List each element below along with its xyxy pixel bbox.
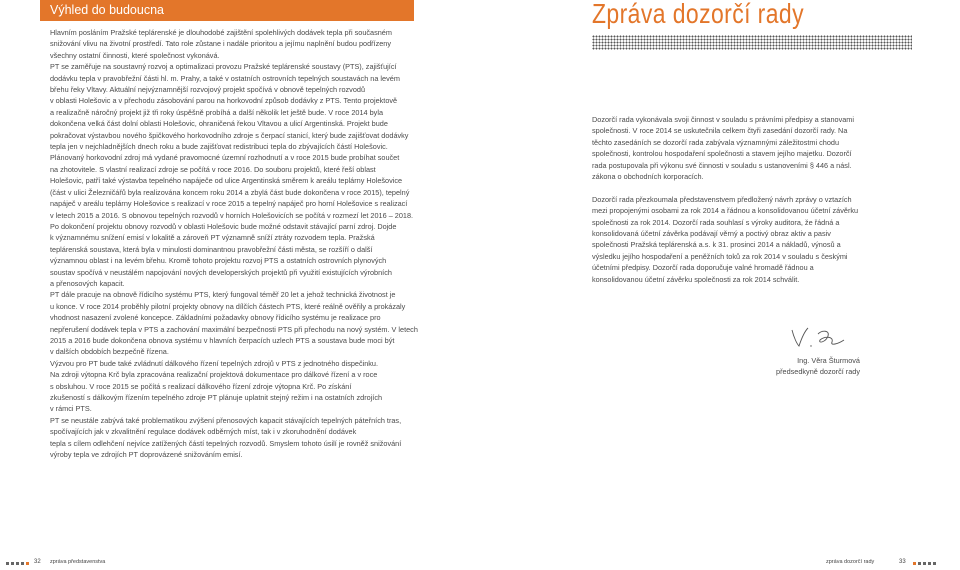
body-line: u konce. V roce 2014 proběhly pilotní projekty obnovy na dílčích částech PTS, které reálně ověřily a prokázaly: [50, 301, 406, 311]
body-line: tepla jen v nejchladnějších dnech roku a bude zajišťovat redistribuci tepla do zbývajících částí Holešovic.: [50, 142, 388, 152]
body-line: 2015 a 2016 bude dokončena obnova systému v hlavních čerpacích uzlech PTS a soustava bude moci být: [50, 335, 395, 345]
section-heading: Výhled do budoucna: [50, 3, 164, 17]
body-line: dokončena velká část dolní oblasti Holešovic, ohraničená řekou Vltavou a ulicí Argentinská. Projekt bude: [50, 119, 388, 129]
footer-square: [21, 562, 24, 565]
body-line: pokračovat výstavbou nového špičkového horkovodního zdroje s čerpací stanicí, který bude zajišťovat dodávky: [50, 130, 409, 140]
footer-square: [933, 562, 936, 565]
page-number-right: 33: [899, 559, 906, 565]
body-line: a přenosových kapacit.: [50, 278, 125, 288]
footer-square: [16, 562, 19, 565]
body-line: Výzvou pro PT bude také zvládnutí dálkového řízení tepelných zdrojů v PTS z jednotného dispečinku.: [50, 358, 379, 368]
body-line: soustav spočívá v neustálém napojování nových developerských projektů při využití existujících výrobních: [50, 267, 392, 277]
dotted-divider: [592, 35, 912, 50]
signer-block: [770, 355, 860, 378]
body-line: Hlavním posláním Pražské teplárenské je dlouhodobé zajištění spolehlivých dodávek tepla při současném: [50, 28, 392, 37]
body-line: Plánovaný horkovodní zdroj má vydané pravomocné územní rozhodnutí a v roce 2015 bude probíhat součet: [50, 153, 400, 163]
body-line: a realizačně náročný projekt již tři roky úspěšně probíhá a další několik let ještě bude. V roce 2014 byla: [50, 107, 384, 117]
body-line: Holešovic, patří také výstavba tepelného napáječe od ulice Argentinská směrem k areálu teplárny Holešovice: [50, 176, 403, 186]
body-line: (část v ulici Železničářů byla realizována koncem roku 2014 a zbylá část bude dokončena v roce 2015), tepelný: [50, 187, 410, 197]
body-line: snižování vlivu na životní prostředí. Tato role zůstane i nadále prioritou a jejímu naplnění budou podřízeny: [50, 39, 391, 49]
body-line: nepřerušení dodávek tepla v PTS a zachování maximální bezpečnosti PTS při přechodu na nový systém. V letech: [50, 324, 418, 334]
body-line: PT se neustále zabývá také problematikou zvýšení přenosových kapacit stávajících tepelných páteřních tras,: [50, 415, 402, 425]
body-line: k významnému snížení emisí v lokalitě a zároveň PT významně sníží ztráty rozvodem tepla. Pražská: [50, 233, 375, 243]
footer-square: [923, 562, 926, 565]
body-line: teplárenská soustava, která byla v minulosti dominantnou pravobřežní části města, se rozšíří o další: [50, 244, 373, 254]
right-body-text: [592, 114, 862, 296]
body-line: všechny ostatní činnosti, které společnost vykonává.: [50, 50, 220, 60]
footer-square: [928, 562, 931, 565]
body-line: břehu řeky Vltavy. Aktuální nejvýznamnější rozvojový projekt spočívá v obnově tepelných rozvodů: [50, 85, 366, 95]
left-body-text: [50, 27, 425, 460]
body-line: dodávku tepla v pravobřežní části hl. m. Prahy, a také v ostatních ostrovních tepelných soustavách na levém: [50, 73, 400, 83]
body-line: s obsluhou. V roce 2015 se počítá s realizací dálkového řízení zdroje výtopna Krč. Po získání: [50, 381, 352, 391]
body-line: v letech 2015 a 2016. S obnovou tepelných rozvodů v horních Holešovicích se počítá v rozmezí let 2016 – 2018.: [50, 210, 414, 220]
footer-square: [918, 562, 921, 565]
page-title: Zpráva dozorčí rady: [592, 0, 804, 29]
footer-square-accent: [913, 562, 916, 565]
footer-square: [6, 562, 9, 565]
footer-right: [740, 558, 960, 570]
footer-label-right: zpráva dozorčí rady: [826, 559, 875, 565]
body-line: PT dále pracuje na obnově řídicího systému PTS, který fungoval téměř 20 let a jehož technická životnost je: [50, 290, 396, 300]
signature-image: [788, 322, 848, 352]
body-line: zkušeností s dálkovým řízením tepelného zdroje PT plánuje uplatnit stejný režim i na ostatních zdrojích: [50, 393, 383, 402]
body-line: vhodnost nasazení zvolené koncepce. Základními požadavky obnovy řídicího systému je realizace pro: [50, 313, 381, 323]
body-line: napáječ v areálu teplárny Holešovice s realizací v roce 2015 a tepelný napáječ pro horní Holešovice s realizací: [50, 199, 408, 209]
body-line: v dalších obdobích bezpečně řízena.: [50, 347, 169, 357]
body-line: Na zdroji výtopna Krč byla zpracována realizační projektová dokumentace pro dálkové řízení a v roce: [50, 370, 378, 380]
body-line: v oblasti Holešovic a v přechodu zásobování parou na horkovodní způsob dodávky z PTS. Tento projektově: [50, 96, 398, 106]
body-line: významnou oblast i na levém břehu. Kromě tohoto projektu rozvoj PTS a ostatních ostrovních plynových: [50, 256, 387, 266]
footer-label-left: zpráva představenstva: [50, 559, 106, 565]
footer-square-accent: [26, 562, 29, 565]
report-paragraph: Dozorčí rada vykonávala svoji činnost v souladu s právními předpisy a stanovami společnosti. V roce 2014 se uskutečnila celkem čtyři zasedání dozorčí rady. Na těchto zasedáních se dozorčí rada zabývala významnými záležitostmi chodu společnosti, kontrolou hospodaření společnosti a stavem jejího majetku. Dozorčí rada postupovala při výkonu své činnosti v souladu s ustanoveními § 446 a násl. zákona o obchodních korporacích.: [592, 115, 855, 182]
body-line: tepla s cílem odlehčení nejvíce zatížených částí tepelných rozvodů. Smyslem tohoto úsilí je rovněž snižování: [50, 438, 402, 448]
body-line: v rámci PTS.: [50, 404, 92, 414]
body-line: na zhotovitele. S vlastní realizací zdroje se počítá v roce 2016. Do souboru projektů, které řeší oblast: [50, 164, 376, 174]
signer-name: Ing. Věra Šturmová: [797, 356, 860, 365]
signer-role: předsedkyně dozorčí rady: [776, 367, 860, 377]
page-number-left: 32: [34, 559, 41, 565]
footer-square: [11, 562, 14, 565]
report-paragraph: Dozorčí rada přezkoumala představenstvem předložený návrh zprávy o vztazích mezi propojenými osobami za rok 2014 a řádnou a konsolidovanou účetní závěrku společnosti za rok 2014. Dozorčí rada souhlasí s výroky auditora, že řádná a konsolidovaná účetní závěrka podávají věrný a poctivý obraz aktiv a pasiv společnosti Pražská teplárenská a.s. k 31. prosinci 2014 a nákladů, výnosů a výsledku jejího hospodaření a peněžních toků za rok 2014 v souladu s českými účetními předpisy. Dozorčí rada doporučuje valné hromadě řádnou a konsolidovanou účetní závěrku společnosti za rok 2014 schválit.: [592, 194, 859, 284]
body-line: spočívajících jak v zkvalitnění regulace dodávek odběrných míst, tak i v zkoruhodnění dodávek: [50, 427, 357, 437]
body-line: PT se zaměřuje na soustavný rozvoj a optimalizaci provozu Pražské teplárenské soustavy (PTS), zajišťující: [50, 62, 397, 72]
body-line: výroby tepla ve zdrojích PT doprovázené snižováním emisí.: [50, 450, 243, 460]
body-line: Po dokončení projektu obnovy rozvodů v oblasti Holešovic bude možné odstavit stávající parní zdroj. Dojde: [50, 221, 397, 231]
footer-left: [0, 558, 200, 570]
